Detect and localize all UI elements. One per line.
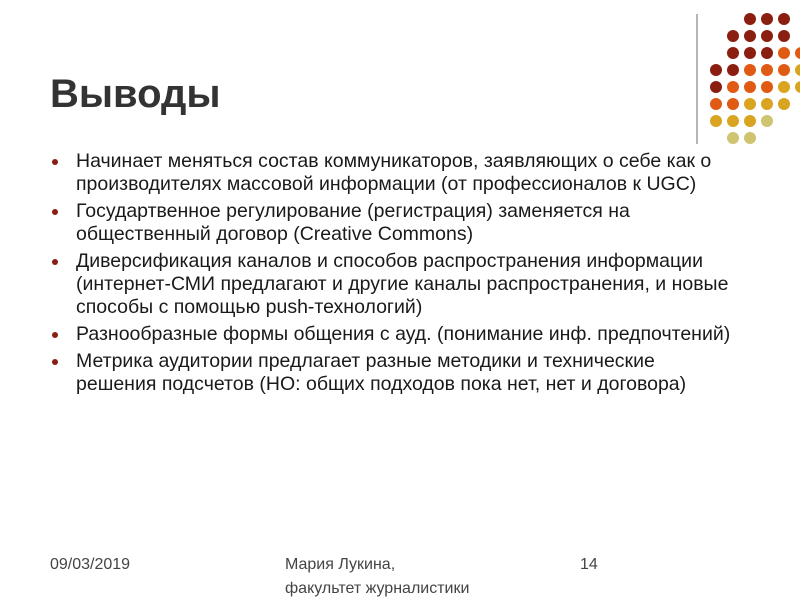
decorative-dot — [727, 47, 739, 59]
decorative-dot — [795, 64, 800, 76]
decorative-dot — [744, 98, 756, 110]
slide-title: Выводы — [50, 72, 221, 116]
decorative-dot — [761, 47, 773, 59]
decorative-dot — [778, 47, 790, 59]
bullet-dot-icon — [52, 332, 58, 338]
decorative-dot — [727, 132, 739, 144]
decorative-dot — [727, 98, 739, 110]
decorative-dot — [727, 64, 739, 76]
decorative-dot — [761, 98, 773, 110]
footer-date: 09/03/2019 — [50, 556, 131, 573]
decorative-dot — [778, 30, 790, 42]
footer-author-name: Мария Лукина, — [285, 556, 396, 573]
decorative-dot — [744, 64, 756, 76]
bullet-dot-icon — [52, 359, 58, 365]
bullet-text: Государтвенное регулирование (регистрация) заменяется на общественный договор (Creative Commons) — [76, 200, 630, 245]
decorative-dot — [744, 81, 756, 93]
bullet-item — [50, 200, 740, 246]
bullet-item — [50, 250, 740, 319]
bullet-list — [50, 150, 740, 400]
decorative-dot — [778, 64, 790, 76]
decorative-dot — [710, 64, 722, 76]
decorative-dot — [778, 81, 790, 93]
decorative-dot — [761, 13, 773, 25]
decorative-dot — [710, 98, 722, 110]
decorative-dot — [744, 115, 756, 127]
decorative-dot — [795, 81, 800, 93]
decorative-dot — [744, 30, 756, 42]
decorative-divider-line — [696, 14, 698, 144]
bullet-item — [50, 150, 740, 196]
decorative-dot — [727, 81, 739, 93]
decorative-dot — [727, 115, 739, 127]
bullet-text: Начинает меняться состав коммуникаторов, заявляющих о себе как о производителях массовой информации (от профессионалов к UGC) — [76, 150, 712, 195]
bullet-item — [50, 350, 740, 396]
decorative-dot — [778, 13, 790, 25]
decorative-dot — [761, 115, 773, 127]
decorative-dot — [744, 132, 756, 144]
bullet-text: Диверсификация каналов и способов распространения информации (интернет-СМИ предлагают и другие каналы распространения, и новые способы с помощью push-технологий) — [76, 250, 729, 318]
decorative-dot — [795, 47, 800, 59]
decorative-dot — [744, 47, 756, 59]
decorative-dot — [761, 64, 773, 76]
decorative-dot — [727, 30, 739, 42]
decorative-dot — [761, 81, 773, 93]
footer-author — [285, 553, 469, 601]
footer-author-faculty: факультет журналистики — [285, 580, 470, 597]
bullet-dot-icon — [52, 159, 58, 165]
footer-page-number: 14 — [580, 556, 598, 573]
bullet-dot-icon — [52, 209, 58, 215]
bullet-dot-icon — [52, 259, 58, 265]
decorative-dot — [710, 115, 722, 127]
bullet-text: Разнообразные формы общения с ауд. (понимание инф. предпочтений) — [76, 323, 731, 345]
bullet-text: Метрика аудитории предлагает разные методики и технические решения подсчетов (НО: общих подходов пока нет, нет и договора) — [76, 350, 687, 395]
decorative-dot — [744, 13, 756, 25]
decorative-dot — [778, 98, 790, 110]
decorative-dot — [710, 81, 722, 93]
bullet-item — [50, 323, 740, 346]
decorative-dot — [761, 30, 773, 42]
